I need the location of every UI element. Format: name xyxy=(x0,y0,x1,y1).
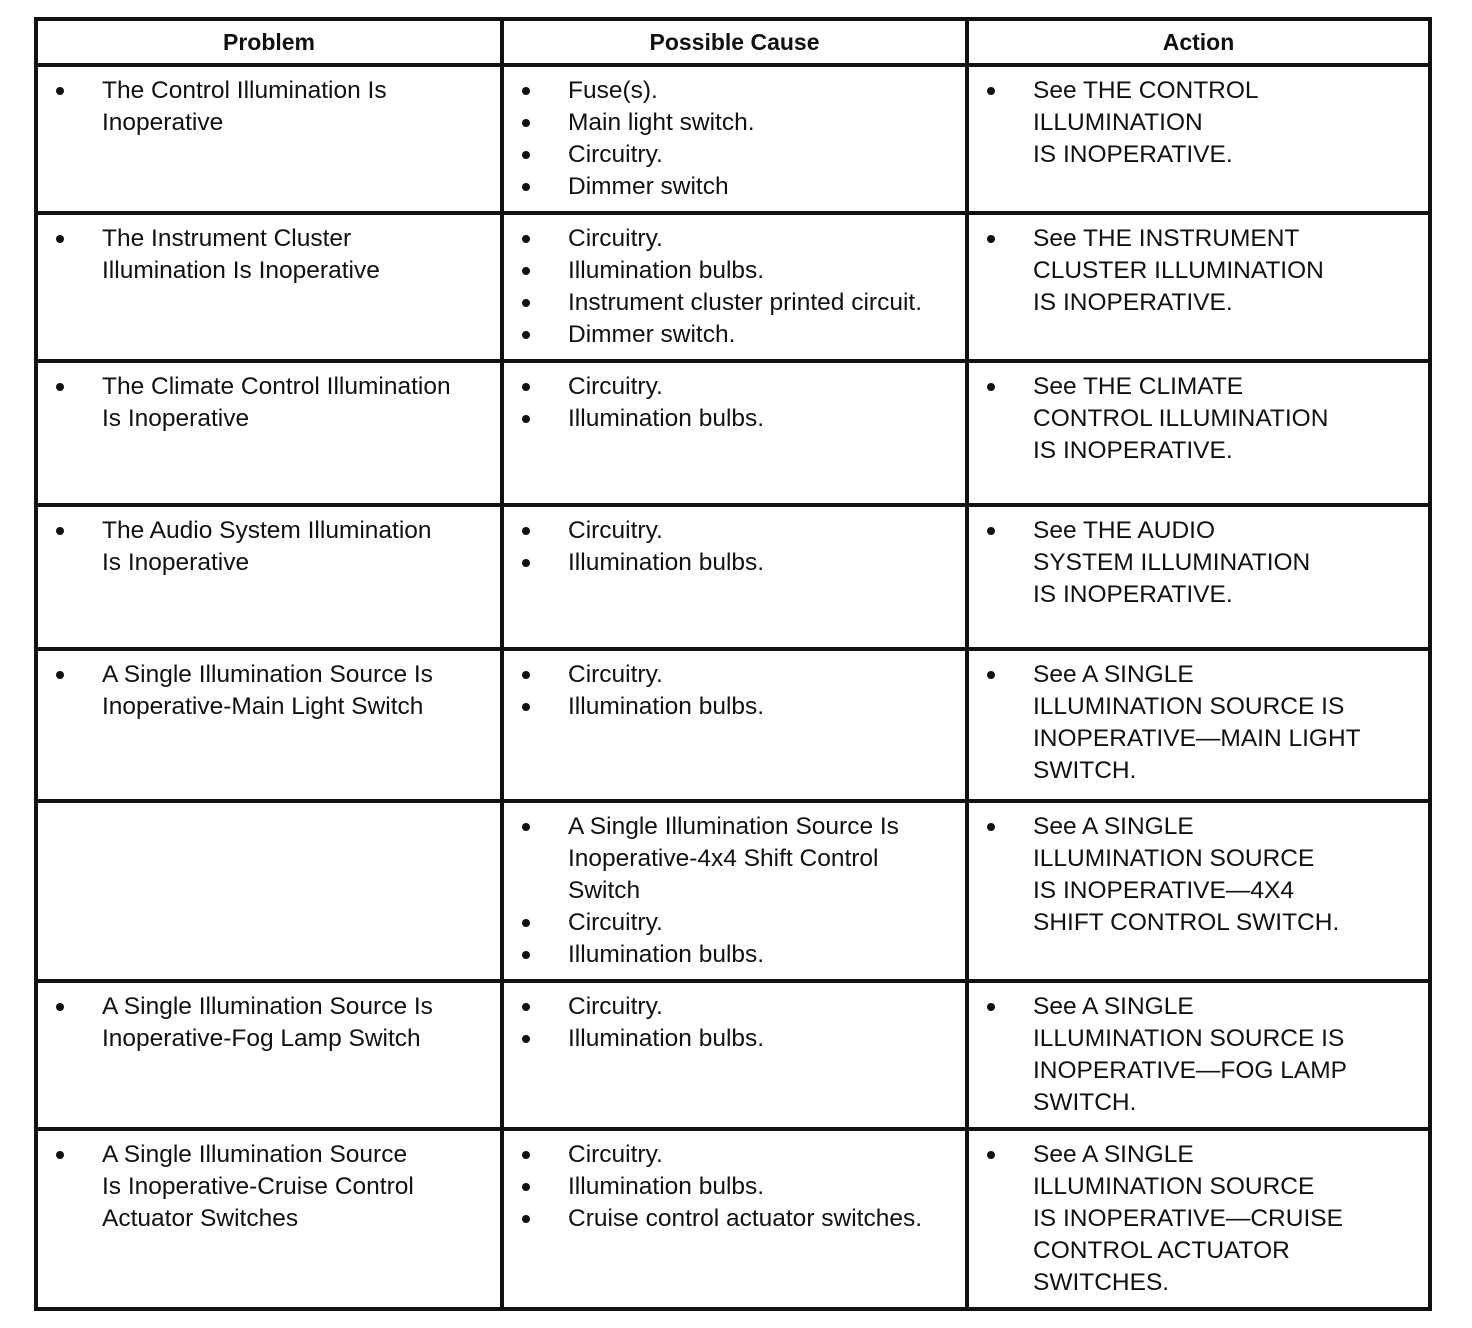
bullet-icon xyxy=(987,87,995,95)
cause-item xyxy=(516,939,957,971)
cause-item xyxy=(516,991,957,1023)
problem-text: The Audio System Illumination Is Inoperative xyxy=(102,517,432,576)
problem-cell xyxy=(36,981,502,1129)
header-row xyxy=(36,19,1430,65)
cause-text: Illumination bulbs. xyxy=(568,693,765,720)
cause-item xyxy=(516,319,957,351)
cause-item xyxy=(516,107,957,139)
action-text: See A SINGLE ILLUMINATION SOURCE IS INOPERATIVE—4X4 SHIFT CONTROL SWITCH. xyxy=(1033,813,1340,936)
bullet-icon xyxy=(987,383,995,391)
bullet-icon xyxy=(987,823,995,831)
cause-text: Circuitry. xyxy=(568,517,663,544)
problem-text: A Single Illumination Source Is Inoperative-Main Light Switch xyxy=(102,661,433,720)
cause-text: Dimmer switch. xyxy=(568,321,736,348)
bullet-icon xyxy=(522,183,530,191)
problem-cell xyxy=(36,505,502,649)
bullet-icon xyxy=(522,951,530,959)
table-row xyxy=(36,213,1430,361)
action-cell xyxy=(967,801,1430,981)
table-row xyxy=(36,65,1430,213)
bullet-icon xyxy=(522,703,530,711)
bullet-icon xyxy=(522,299,530,307)
problem-text: A Single Illumination Source Is Inoperative-Cruise Control Actuator Switches xyxy=(102,1141,414,1232)
cause-text: Cruise control actuator switches. xyxy=(568,1205,923,1232)
cause-item xyxy=(516,811,957,907)
cause-item xyxy=(516,515,957,547)
cause-item xyxy=(516,223,957,255)
action-text: See A SINGLE ILLUMINATION SOURCE IS INOPERATIVE—MAIN LIGHT SWITCH. xyxy=(1033,661,1361,784)
cause-cell xyxy=(502,649,967,801)
cause-text: Illumination bulbs. xyxy=(568,1173,765,1200)
action-item xyxy=(981,515,1420,611)
action-item xyxy=(981,811,1420,939)
bullet-icon xyxy=(522,415,530,423)
cause-text: Illumination bulbs. xyxy=(568,941,765,968)
problem-text: A Single Illumination Source Is Inoperative-Fog Lamp Switch xyxy=(102,993,433,1052)
cause-item xyxy=(516,171,957,203)
bullet-icon xyxy=(522,331,530,339)
bullet-icon xyxy=(56,235,64,243)
bullet-icon xyxy=(56,527,64,535)
cause-item xyxy=(516,1023,957,1055)
action-text: See THE CLIMATE CONTROL ILLUMINATION IS INOPERATIVE. xyxy=(1033,373,1329,464)
bullet-icon xyxy=(522,151,530,159)
cause-text: Illumination bulbs. xyxy=(568,1025,765,1052)
header-action: Action xyxy=(967,19,1430,65)
bullet-icon xyxy=(522,87,530,95)
bullet-icon xyxy=(522,919,530,927)
bullet-icon xyxy=(522,235,530,243)
bullet-icon xyxy=(522,267,530,275)
cause-text: Circuitry. xyxy=(568,1141,663,1168)
bullet-icon xyxy=(522,383,530,391)
problem-cell xyxy=(36,801,502,981)
cause-text: A Single Illumination Source Is Inoperative-4x4 Shift Control Switch xyxy=(568,813,899,904)
cause-cell xyxy=(502,981,967,1129)
table-row xyxy=(36,361,1430,505)
bullet-icon xyxy=(56,383,64,391)
bullet-icon xyxy=(522,527,530,535)
problem-item xyxy=(50,223,492,287)
bullet-icon xyxy=(522,1183,530,1191)
action-text: See A SINGLE ILLUMINATION SOURCE IS INOPERATIVE—CRUISE CONTROL ACTUATOR SWITCHES. xyxy=(1033,1141,1343,1296)
bullet-icon xyxy=(522,823,530,831)
cause-cell xyxy=(502,801,967,981)
cause-item xyxy=(516,907,957,939)
cause-text: Instrument cluster printed circuit. xyxy=(568,289,923,316)
problem-text: The Instrument Cluster Illumination Is Inoperative xyxy=(102,225,380,284)
cause-text: Illumination bulbs. xyxy=(568,549,765,576)
cause-text: Illumination bulbs. xyxy=(568,257,765,284)
action-cell xyxy=(967,505,1430,649)
bullet-icon xyxy=(522,1215,530,1223)
cause-item xyxy=(516,139,957,171)
table-row xyxy=(36,801,1430,981)
diagnosis-table xyxy=(34,17,1432,1311)
bullet-icon xyxy=(56,1151,64,1159)
cause-item xyxy=(516,1203,957,1235)
bullet-icon xyxy=(522,1003,530,1011)
cause-item xyxy=(516,75,957,107)
action-item xyxy=(981,1139,1420,1299)
cause-cell xyxy=(502,213,967,361)
cause-item xyxy=(516,403,957,435)
bullet-icon xyxy=(987,671,995,679)
cause-text: Circuitry. xyxy=(568,661,663,688)
action-cell xyxy=(967,361,1430,505)
cause-text: Circuitry. xyxy=(568,993,663,1020)
problem-cell xyxy=(36,361,502,505)
bullet-icon xyxy=(56,671,64,679)
action-text: See THE CONTROL ILLUMINATION IS INOPERATIVE. xyxy=(1033,77,1259,168)
problem-cell xyxy=(36,65,502,213)
problem-cell xyxy=(36,213,502,361)
bullet-icon xyxy=(56,1003,64,1011)
bullet-icon xyxy=(522,1151,530,1159)
problem-item xyxy=(50,75,492,139)
cause-text: Circuitry. xyxy=(568,225,663,252)
action-item xyxy=(981,991,1420,1119)
cause-item xyxy=(516,659,957,691)
problem-item xyxy=(50,659,492,723)
cause-text: Illumination bulbs. xyxy=(568,405,765,432)
cause-text: Fuse(s). xyxy=(568,77,658,104)
cause-item xyxy=(516,1171,957,1203)
bullet-icon xyxy=(987,235,995,243)
problem-item xyxy=(50,371,492,435)
problem-item xyxy=(50,515,492,579)
bullet-icon xyxy=(522,671,530,679)
cause-text: Dimmer switch xyxy=(568,173,729,200)
bullet-icon xyxy=(522,1035,530,1043)
cause-item xyxy=(516,1139,957,1171)
problem-text: The Control Illumination Is Inoperative xyxy=(102,77,387,136)
problem-cell xyxy=(36,649,502,801)
cause-item xyxy=(516,287,957,319)
action-cell xyxy=(967,1129,1430,1309)
action-cell xyxy=(967,649,1430,801)
action-text: See THE AUDIO SYSTEM ILLUMINATION IS INOPERATIVE. xyxy=(1033,517,1311,608)
cause-item xyxy=(516,691,957,723)
bullet-icon xyxy=(987,1003,995,1011)
header-problem: Problem xyxy=(36,19,502,65)
action-item xyxy=(981,371,1420,467)
action-item xyxy=(981,659,1420,787)
table-row xyxy=(36,981,1430,1129)
table-body xyxy=(36,65,1430,1309)
action-item xyxy=(981,223,1420,319)
cause-item xyxy=(516,371,957,403)
bullet-icon xyxy=(56,87,64,95)
action-cell xyxy=(967,65,1430,213)
bullet-icon xyxy=(987,527,995,535)
problem-text: The Climate Control Illumination Is Inoperative xyxy=(102,373,451,432)
cause-text: Circuitry. xyxy=(568,141,663,168)
bullet-icon xyxy=(522,559,530,567)
bullet-icon xyxy=(522,119,530,127)
table-row xyxy=(36,1129,1430,1309)
bullet-icon xyxy=(987,1151,995,1159)
action-cell xyxy=(967,981,1430,1129)
problem-item xyxy=(50,1139,492,1235)
cause-cell xyxy=(502,65,967,213)
cause-text: Circuitry. xyxy=(568,373,663,400)
cause-cell xyxy=(502,361,967,505)
action-text: See A SINGLE ILLUMINATION SOURCE IS INOPERATIVE—FOG LAMP SWITCH. xyxy=(1033,993,1348,1116)
cause-item xyxy=(516,547,957,579)
table-row xyxy=(36,649,1430,801)
cause-item xyxy=(516,255,957,287)
action-text: See THE INSTRUMENT CLUSTER ILLUMINATION IS INOPERATIVE. xyxy=(1033,225,1324,316)
action-cell xyxy=(967,213,1430,361)
problem-item xyxy=(50,991,492,1055)
header-possible-cause: Possible Cause xyxy=(502,19,967,65)
cause-text: Main light switch. xyxy=(568,109,755,136)
cause-cell xyxy=(502,505,967,649)
cause-text: Circuitry. xyxy=(568,909,663,936)
problem-cell xyxy=(36,1129,502,1309)
cause-cell xyxy=(502,1129,967,1309)
action-item xyxy=(981,75,1420,171)
table-row xyxy=(36,505,1430,649)
